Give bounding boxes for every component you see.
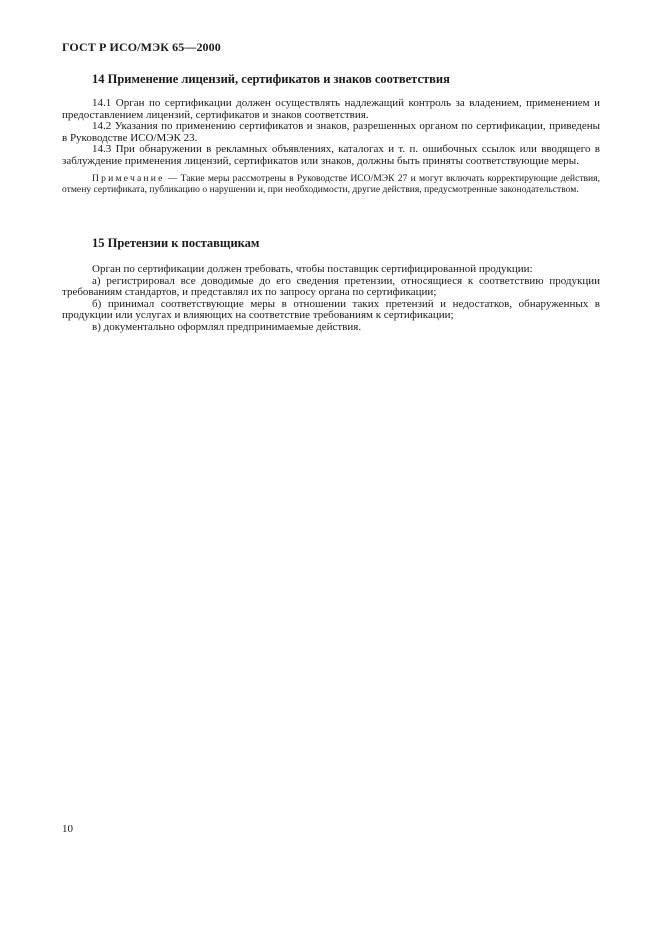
section-14 — [62, 72, 600, 196]
section-body — [62, 98, 600, 196]
list-item: а) регистрировал все доводимые до его сведения претензии, относящиеся к соответствию продукции требованиям стандартов, и представлял их по запросу органа по сертификации; — [62, 274, 600, 299]
section-heading: 14 Применение лицензий, сертификатов и знаков соответствия — [92, 72, 450, 86]
note-label: Примечание — [92, 172, 165, 184]
section-body — [62, 264, 600, 334]
running-header: ГОСТ Р ИСО/МЭК 65—2000 — [62, 40, 221, 54]
section-15 — [62, 236, 600, 334]
paragraph: 14.3 При обнаружении в рекламных объявлениях, каталогах и т. п. ошибочных ссылок или вводящего в заблуждение применения лицензий, сертификатов или знаков, должны быть приняты соответствующие меры. — [62, 143, 600, 167]
paragraph: 14.2 Указания по применению сертификатов и знаков, разрешенных органом по сертификации, приведены в Руководстве ИСО/МЭК 23. — [62, 120, 600, 144]
list-item: в) документально оформлял предпринимаемые действия. — [92, 320, 362, 333]
note-text: — Такие меры рассмотрены в Руководстве ИСО/МЭК 27 и могут включать корректирующие действия, отмену сертификата, публикацию о нарушении и, при необходимости, другие действия, предусмотренные законодательством. — [62, 172, 600, 196]
page-number: 10 — [62, 823, 73, 835]
section-heading: 15 Претензии к поставщикам — [92, 236, 260, 250]
note — [62, 173, 600, 196]
paragraph: 14.1 Орган по сертификации должен осуществлять надлежащий контроль за владением, применением и предоставлением лицензий, сертификатов и знаков соответствия. — [62, 97, 600, 121]
list-item: б) принимал соответствующие меры в отношении таких претензий и недостатков, обнаруженных в продукции или услугах и влияющих на соответствие требованиям к сертификации; — [62, 297, 600, 322]
paragraph: Орган по сертификации должен требовать, чтобы поставщик сертифицированной продукции: — [92, 263, 533, 275]
